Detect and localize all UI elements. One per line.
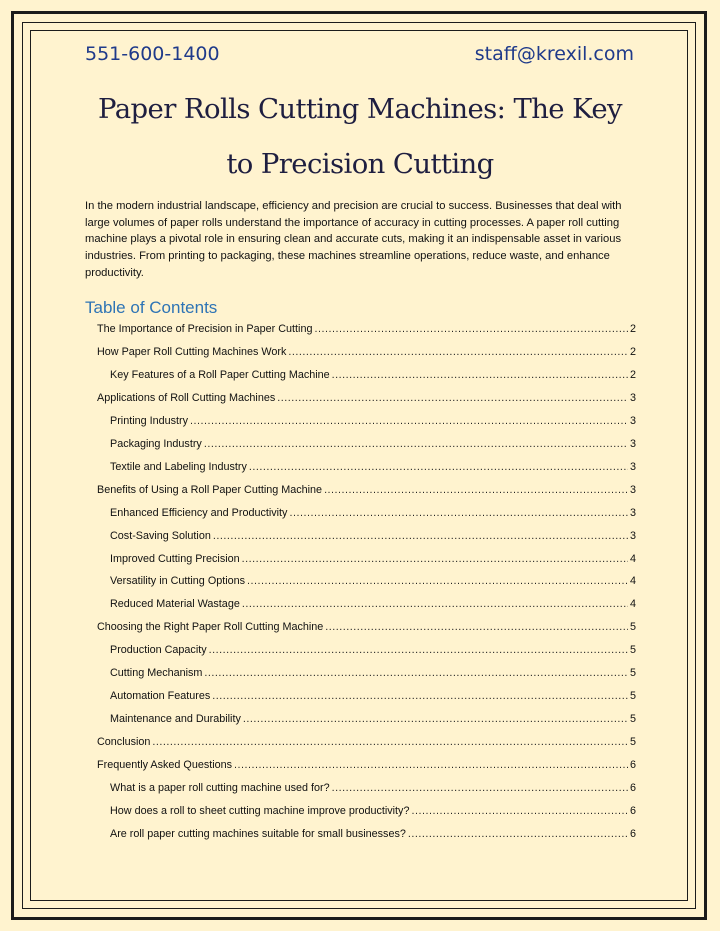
toc-entry[interactable]	[97, 759, 636, 771]
toc-entry[interactable]	[110, 530, 636, 542]
title-line-1: Paper Rolls Cutting Machines: The Key	[98, 93, 622, 125]
toc-leader-dots	[190, 415, 628, 427]
page-title	[60, 82, 660, 192]
toc-entry-title: Reduced Material Wastage	[110, 598, 240, 611]
toc-leader-dots	[209, 644, 628, 656]
toc-entry-page: 5	[629, 667, 636, 680]
toc-entry-title: Benefits of Using a Roll Paper Cutting Machine	[97, 483, 323, 496]
toc-entry-title: Conclusion	[97, 736, 151, 749]
toc-entry-page: 5	[629, 621, 636, 634]
toc-entry-page: 3	[629, 414, 636, 427]
toc-entry[interactable]	[110, 575, 636, 587]
toc-entry-title: Textile and Labeling Industry	[110, 460, 247, 473]
toc-entry-title: Cutting Mechanism	[110, 667, 203, 680]
toc-entry-title: Are roll paper cutting machines suitable for small businesses?	[110, 827, 406, 840]
toc-entry[interactable]	[110, 415, 636, 427]
toc-entry-page: 4	[629, 552, 636, 565]
toc-leader-dots	[204, 667, 628, 679]
toc-entry-page: 3	[629, 437, 636, 450]
toc-entry-page: 3	[629, 506, 636, 519]
toc-entry-page: 3	[629, 391, 636, 404]
toc-heading: Table of Contents	[85, 298, 218, 317]
toc-leader-dots	[408, 828, 628, 840]
toc-entry[interactable]	[110, 667, 636, 679]
toc-entry-title: Maintenance and Durability	[110, 713, 241, 726]
toc-entry-title: Versatility in Cutting Options	[110, 575, 246, 588]
toc-entry[interactable]	[110, 553, 636, 565]
intro-paragraph: In the modern industrial landscape, efficiency and precision are crucial to success. Businesses that deal with large volumes of paper rolls understand the importance of accuracy in cutting processes. A paper roll cutting machine plays a pivotal role in ensuring clean and accurate cuts, making it an indispensable asset in various industries. From printing to packaging, these machines streamline operations, reduce waste, and enhance productivity.	[85, 200, 622, 279]
toc-entry-page: 6	[629, 804, 636, 817]
toc-entry-title: Frequently Asked Questions	[97, 759, 233, 772]
toc-entry[interactable]	[110, 438, 636, 450]
toc-entry[interactable]	[110, 369, 636, 381]
toc-entry-page: 5	[629, 713, 636, 726]
toc-leader-dots	[242, 598, 628, 610]
toc-entry[interactable]	[110, 507, 636, 519]
email-address: staff@krexil.com	[474, 43, 634, 65]
toc-entry-page: 5	[629, 736, 636, 749]
toc-leader-dots	[234, 759, 628, 771]
toc-entry-page: 2	[629, 368, 636, 381]
toc-entry-page: 5	[629, 690, 636, 703]
toc-entry[interactable]	[97, 346, 636, 358]
toc-leader-dots	[314, 323, 628, 335]
toc-entry-page: 5	[629, 644, 636, 657]
toc-entry-page: 3	[629, 460, 636, 473]
toc-entry-page: 3	[629, 529, 636, 542]
toc-entry[interactable]	[110, 805, 636, 817]
toc-entry[interactable]	[110, 690, 636, 702]
toc-entry-page: 6	[629, 827, 636, 840]
toc-entry[interactable]	[110, 598, 636, 610]
toc-entry-title: Enhanced Efficiency and Productivity	[110, 506, 288, 519]
toc-entry-title: How Paper Roll Cutting Machines Work	[97, 345, 287, 358]
toc-entry[interactable]	[97, 621, 636, 633]
toc-leader-dots	[212, 690, 628, 702]
toc-entry[interactable]	[110, 713, 636, 725]
toc-entry-page: 4	[629, 598, 636, 611]
toc-entry-title: The Importance of Precision in Paper Cutting	[97, 323, 313, 335]
toc-entry-title: Key Features of a Roll Paper Cutting Machine	[110, 368, 330, 381]
toc-leader-dots	[332, 369, 628, 381]
toc-entry[interactable]	[97, 392, 636, 404]
toc-entry-page: 6	[629, 759, 636, 772]
toc-entry[interactable]	[110, 644, 636, 656]
toc-leader-dots	[152, 736, 628, 748]
toc-leader-dots	[249, 461, 628, 473]
toc-entry-title: Automation Features	[110, 690, 211, 703]
toc-entry-page: 4	[629, 575, 636, 588]
toc-entry[interactable]	[110, 461, 636, 473]
toc-entry[interactable]	[97, 736, 636, 748]
toc-entry[interactable]	[97, 323, 636, 335]
toc-entry-title: What is a paper roll cutting machine used for?	[110, 782, 330, 794]
toc-leader-dots	[332, 782, 628, 794]
toc-entry-title: Production Capacity	[110, 644, 207, 657]
toc-entry-title: Printing Industry	[110, 414, 189, 427]
toc-leader-dots	[277, 392, 628, 404]
toc-entry-title: Packaging Industry	[110, 437, 202, 450]
toc-leader-dots	[288, 346, 628, 358]
toc-entry[interactable]	[110, 828, 636, 840]
toc-leader-dots	[242, 553, 628, 565]
toc-entry-page: 2	[629, 323, 636, 335]
toc-entry[interactable]	[110, 782, 636, 794]
toc-leader-dots	[411, 805, 628, 817]
toc-leader-dots	[325, 621, 628, 633]
toc-entry-page: 3	[629, 483, 636, 496]
toc-entry-title: How does a roll to sheet cutting machine improve productivity?	[110, 804, 410, 817]
toc-entry-page: 6	[629, 782, 636, 794]
toc-leader-dots	[243, 713, 628, 725]
toc-leader-dots	[289, 507, 628, 519]
phone-number: 551-600-1400	[85, 43, 220, 65]
toc-entry[interactable]	[97, 484, 636, 496]
toc-entry-title: Cost-Saving Solution	[110, 529, 211, 542]
toc-leader-dots	[213, 530, 628, 542]
toc-entry-title: Applications of Roll Cutting Machines	[97, 391, 276, 404]
title-line-2: to Precision Cutting	[226, 148, 494, 180]
toc-entry-page: 2	[629, 345, 636, 358]
toc-leader-dots	[204, 438, 628, 450]
toc-entry-title: Improved Cutting Precision	[110, 552, 240, 565]
toc-leader-dots	[247, 575, 628, 587]
toc-entry-title: Choosing the Right Paper Roll Cutting Machine	[97, 621, 324, 634]
toc-leader-dots	[324, 484, 628, 496]
